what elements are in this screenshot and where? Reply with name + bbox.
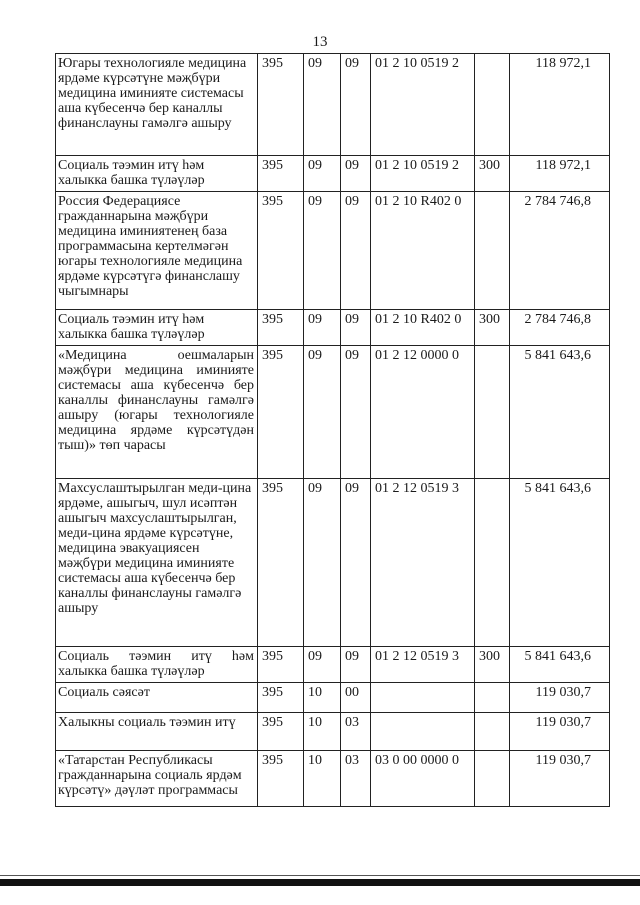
cell-amount: 119 030,7 [510,683,610,713]
cell-target: 01 2 12 0000 0 [371,346,475,479]
cell-section: 10 [304,751,341,807]
cell-section: 10 [304,713,341,751]
cell-target: 01 2 10 0519 2 [371,156,475,192]
cell-ministry: 395 [258,647,304,683]
cell-section: 09 [304,647,341,683]
cell-expense: 300 [475,647,510,683]
cell-subsection: 09 [341,346,371,479]
cell-name: Махсуслаштырылган меди-цина ярдәме, ашыгыч, шул исәптән ашыгыч махсуслаштырылган, меди-цина ярдәме күрсәтүне, медицина эвакуациясен мәҗбүри медицина иминияте системасы аша күбесенчә бер каналлы финанслауны гамәлгә ашыру [56,479,258,647]
cell-ministry: 395 [258,713,304,751]
cell-subsection: 09 [341,192,371,310]
cell-ministry: 395 [258,346,304,479]
table-row [56,54,610,156]
cell-name: Социаль тәэмин итү һәм халыкка башка түләүләр [56,647,258,683]
table-row [56,479,610,647]
cell-section: 10 [304,683,341,713]
cell-name: Социаль тәэмин итү һәм халыкка башка түләүләр [56,156,258,192]
scan-edge-line [0,875,640,876]
scan-bottom-border [0,879,640,886]
table-row [56,346,610,479]
table-row [56,310,610,346]
cell-expense [475,54,510,156]
cell-name: Югары технологияле медицина ярдәме күрсәтүне мәҗбүри медицина иминияте системасы аша күбесенчә бер каналлы финанслауны гамәлгә ашыру [56,54,258,156]
cell-amount: 2 784 746,8 [510,310,610,346]
cell-subsection: 09 [341,647,371,683]
cell-ministry: 395 [258,156,304,192]
cell-amount: 119 030,7 [510,713,610,751]
cell-section: 09 [304,346,341,479]
table-row [56,647,610,683]
cell-expense [475,751,510,807]
table-row [56,751,610,807]
cell-target: 01 2 12 0519 3 [371,647,475,683]
cell-subsection: 09 [341,156,371,192]
cell-section: 09 [304,54,341,156]
cell-expense [475,346,510,479]
cell-section: 09 [304,479,341,647]
table-row [56,713,610,751]
cell-subsection: 00 [341,683,371,713]
cell-target [371,683,475,713]
cell-target: 03 0 00 0000 0 [371,751,475,807]
cell-subsection: 09 [341,310,371,346]
cell-name: Халыкны социаль тәэмин итү [56,713,258,751]
cell-section: 09 [304,192,341,310]
cell-amount: 118 972,1 [510,156,610,192]
cell-target: 01 2 10 0519 2 [371,54,475,156]
cell-amount: 5 841 643,6 [510,479,610,647]
cell-section: 09 [304,156,341,192]
cell-name: Социаль тәэмин итү һәм халыкка башка түләүләр [56,310,258,346]
cell-expense: 300 [475,156,510,192]
cell-name: «Татарстан Республикасы гражданнарына социаль ярдәм күрсәтү» дәүләт программасы [56,751,258,807]
table-row [56,683,610,713]
cell-amount: 2 784 746,8 [510,192,610,310]
cell-subsection: 09 [341,479,371,647]
cell-ministry: 395 [258,192,304,310]
cell-target: 01 2 10 R402 0 [371,310,475,346]
cell-ministry: 395 [258,54,304,156]
cell-expense [475,713,510,751]
cell-name: Социаль сәясәт [56,683,258,713]
cell-ministry: 395 [258,751,304,807]
cell-expense: 300 [475,310,510,346]
table-row [56,192,610,310]
cell-amount: 5 841 643,6 [510,346,610,479]
cell-target: 01 2 12 0519 3 [371,479,475,647]
cell-ministry: 395 [258,310,304,346]
cell-subsection: 03 [341,713,371,751]
cell-target: 01 2 10 R402 0 [371,192,475,310]
budget-table [55,53,610,807]
cell-name: Россия Федерациясе гражданнарына мәҗбүри медицина иминиятенең база программасына кертелмәгән югары технологияле медицина ярдәме күрсәтүгә финанслашу чыгымнары [56,192,258,310]
cell-expense [475,683,510,713]
cell-amount: 118 972,1 [510,54,610,156]
cell-subsection: 03 [341,751,371,807]
cell-amount: 5 841 643,6 [510,647,610,683]
cell-target [371,713,475,751]
cell-expense [475,479,510,647]
cell-section: 09 [304,310,341,346]
cell-ministry: 395 [258,683,304,713]
cell-amount: 119 030,7 [510,751,610,807]
page-number: 13 [312,34,328,50]
cell-expense [475,192,510,310]
cell-subsection: 09 [341,54,371,156]
table-row [56,156,610,192]
cell-ministry: 395 [258,479,304,647]
cell-name: «Медицина оешмаларын мәҗбүри медицина иминияте системасы аша күбесенчә бер каналлы финанслауны гамәлгә ашыру (югары технологияле медицина ярдәме күрсәтүдән тыш)» төп чарасы [56,346,258,479]
